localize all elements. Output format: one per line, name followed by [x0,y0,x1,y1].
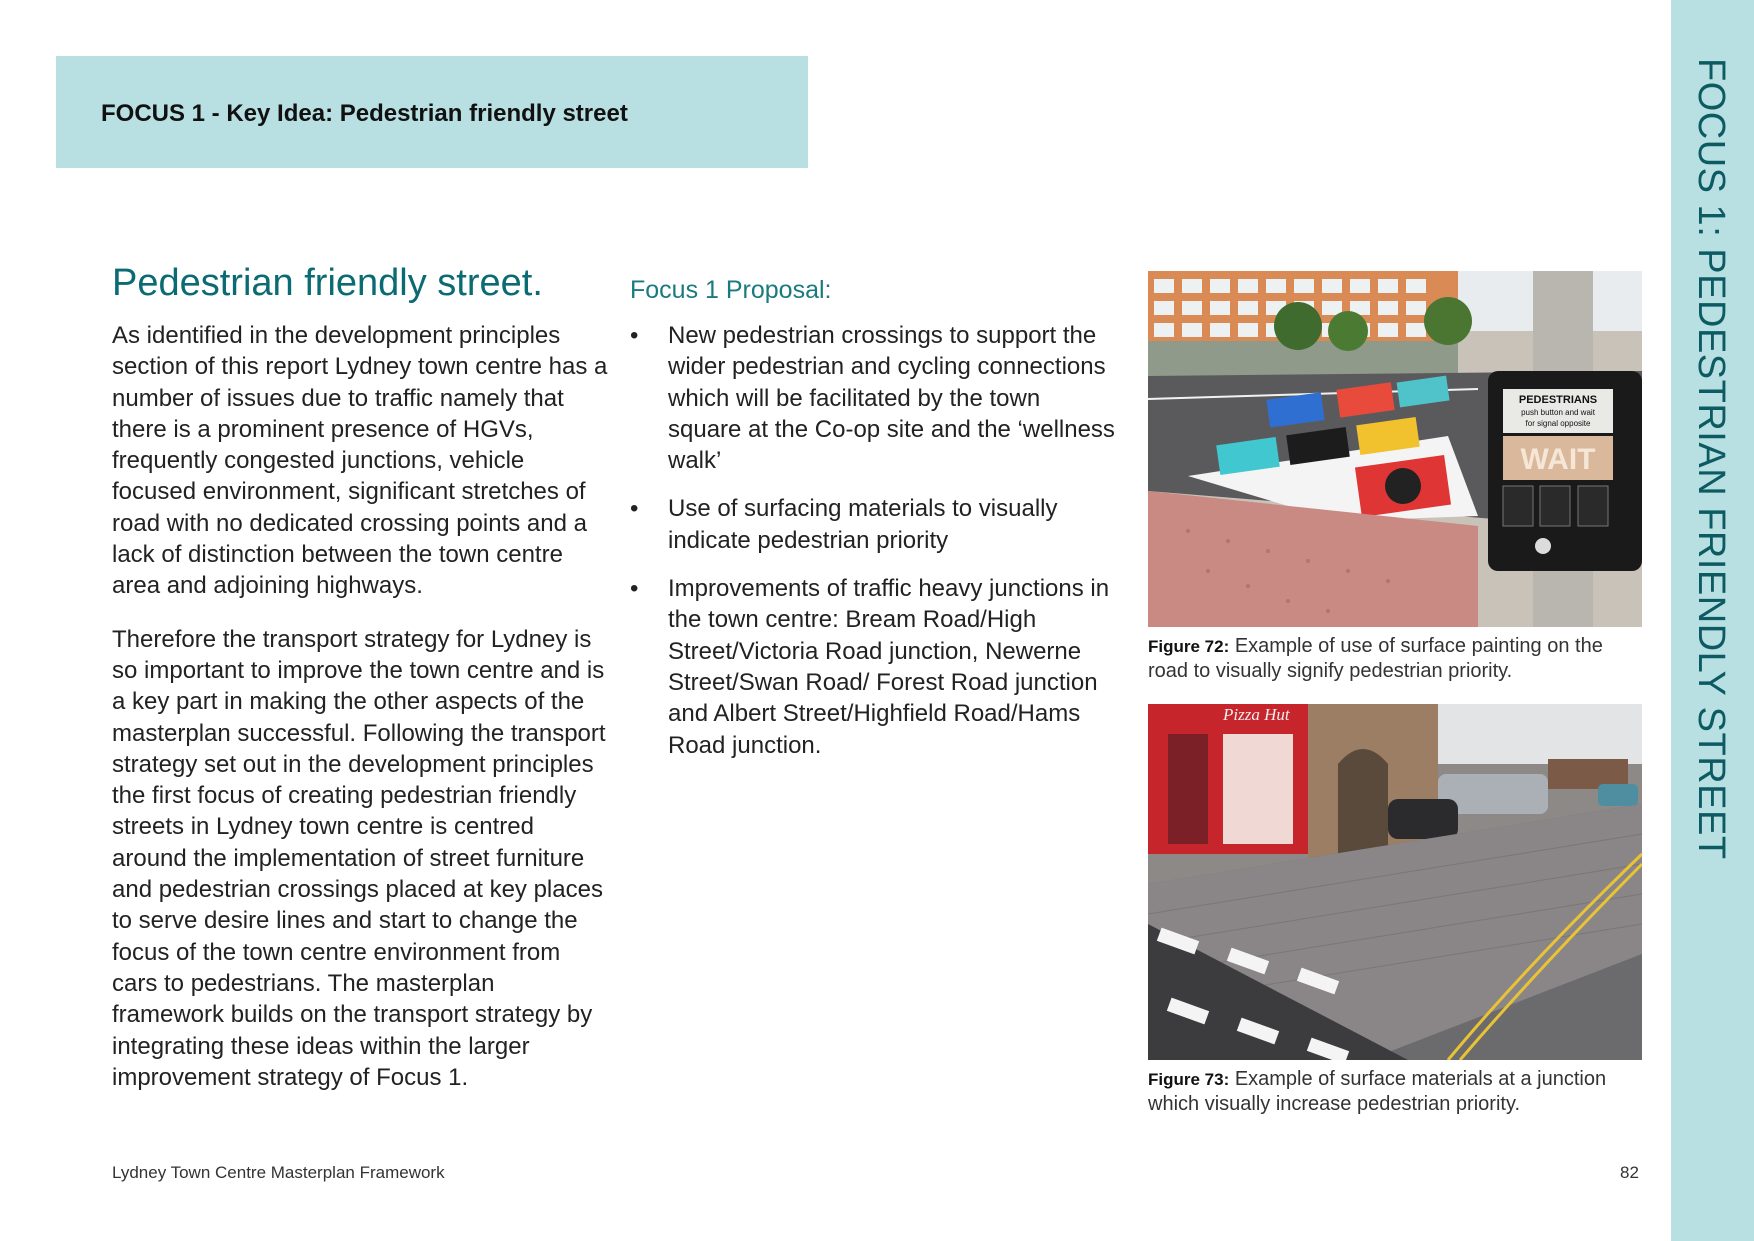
figure-caption-text: Example of use of surface painting on the road to visually signify pedestrian priority. [1148,635,1603,682]
figure-72-caption [1148,634,1642,684]
figure-72-photo [1148,271,1642,627]
key-idea-label: FOCUS 1 - Key Idea: Pedestrian friendly street [101,100,628,127]
sign-text: WAIT [1520,443,1596,476]
section-heading: Pedestrian friendly street. [112,262,543,304]
proposal-item-text: Improvements of traffic heavy junctions in the town centre: Bream Road/High Street/Victoria Road junction, Newerne Street/Swan Road/ Forest Road junction and Albert Street/Highfield Road/Hams Road junction. [668,575,1110,759]
left-column [112,258,612,1115]
figure-label: Figure 73: [1148,1070,1230,1089]
proposal-item [630,573,1120,761]
footer-document-title: Lydney Town Centre Masterplan Framework [112,1163,445,1182]
shop-sign-text: Pizza Hut [1223,705,1290,724]
proposal-item-text: Use of surfacing materials to visually indicate pedestrian priority [668,495,1058,554]
body-paragraph: As identified in the development principles section of this report Lydney town centre has a number of issues due to traffic namely that there is a prominent presence of HGVs, frequently congested junctions, vehicle focused environment, significant stretches of road with no dedicated crossing points and a lack of distinction between the town centre area and adjoining highways. [112,322,608,600]
proposal-column [630,270,1120,778]
figure-73-photo [1148,704,1642,1060]
side-band-title: FOCUS 1: PEDESTRIAN FRIENDLY STREET [1690,58,1732,860]
body-paragraph: Therefore the transport strategy for Lydney is so important to improve the town centre and is a key part in making the other aspects of the masterplan successful. Following the transport strategy set out in the development principles the first focus of creating pedestrian friendly streets in Lydney town centre is centred around the implementation of street furniture and pedestrian crossings placed at key places to serve desire lines and start to change the focus of the town centre environment from cars to pedestrians. The masterplan framework builds on the transport strategy by integrating these ideas within the larger improvement strategy of Focus 1. [112,625,606,1091]
page-number: 82 [1620,1163,1639,1182]
bullet-icon: • [630,495,639,523]
figure-73-caption [1148,1067,1642,1117]
sign-text: PEDESTRIANS [1518,394,1598,406]
figure-label: Figure 72: [1148,637,1230,656]
bullet-icon: • [630,575,639,603]
bullet-icon: • [630,322,639,349]
proposal-list [630,320,1120,761]
proposal-item [630,320,1120,476]
proposal-heading: Focus 1 Proposal: [630,276,832,304]
sign-text: for signal opposite [1525,419,1591,428]
figure-caption-text: Example of surface materials at a junction which visually increase pedestrian priority. [1148,1068,1607,1115]
proposal-item-text: New pedestrian crossings to support the wider pedestrian and cycling connections which will be facilitated by the town square at the Co-op site and the ‘wellness walk’ [668,322,1115,475]
proposal-item [630,493,1120,556]
sign-text: push button and wait [1521,408,1595,417]
